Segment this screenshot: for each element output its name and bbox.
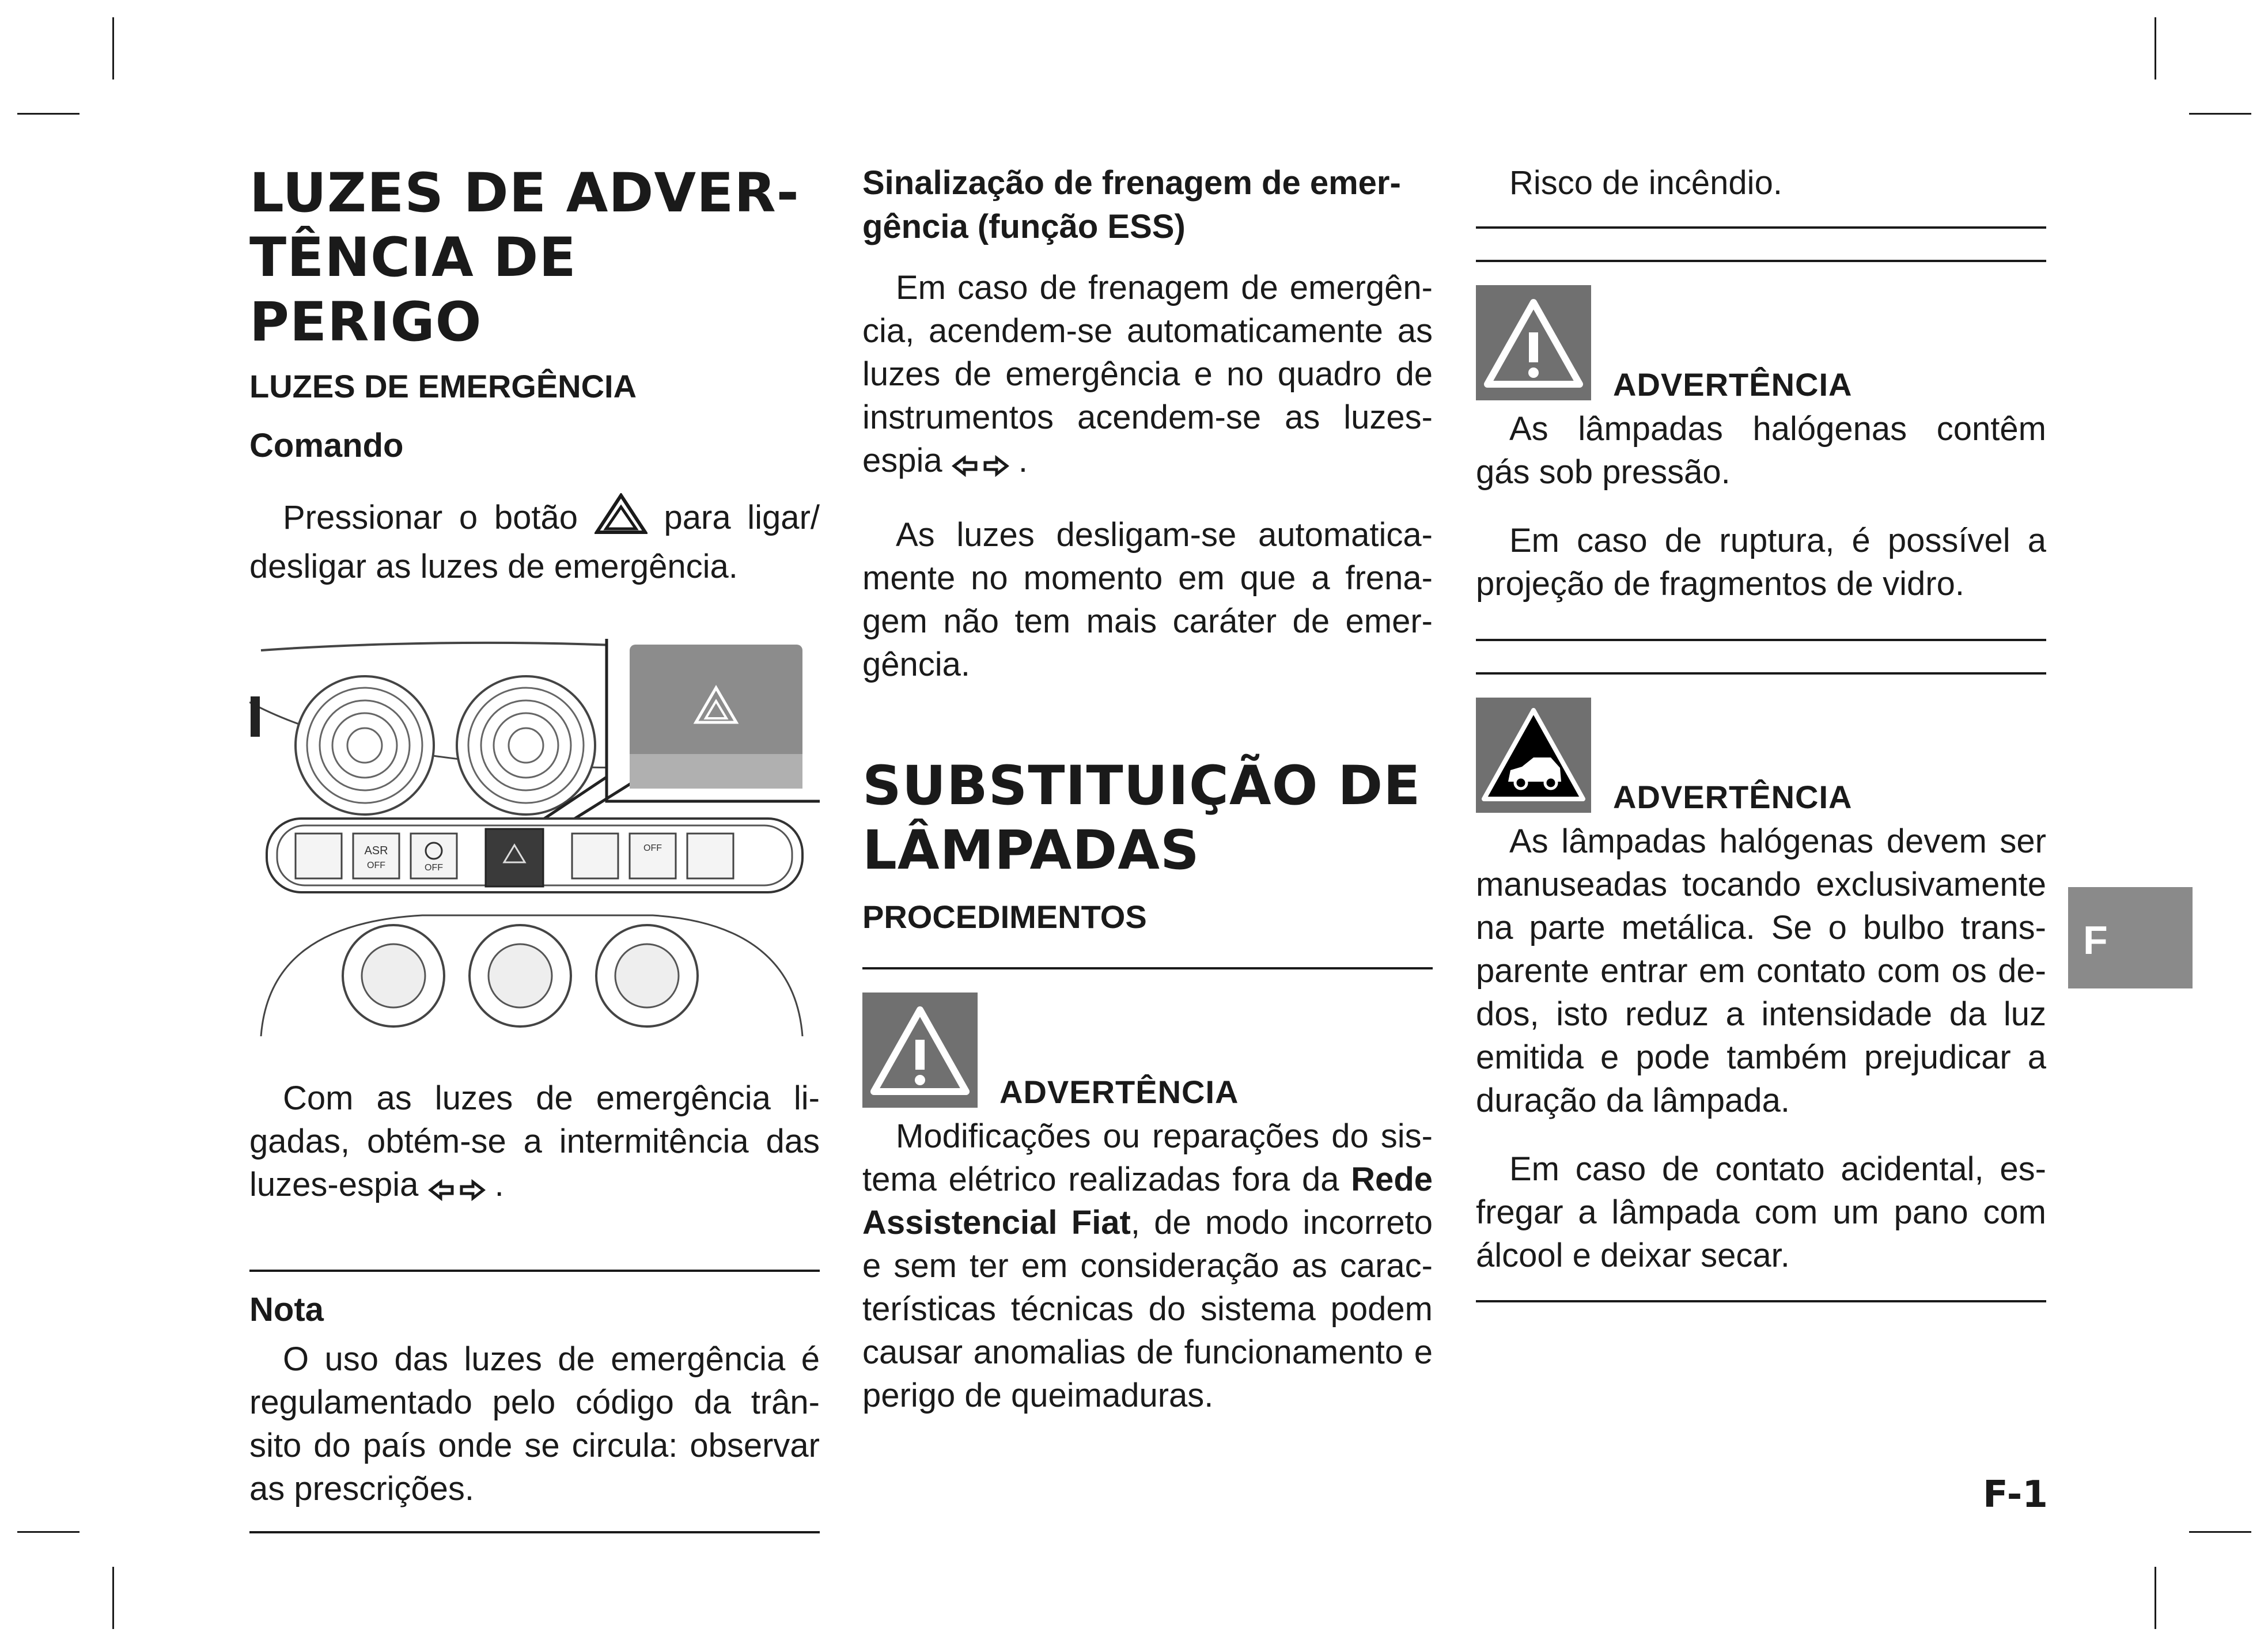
page-number: F-1 bbox=[1983, 1473, 2048, 1516]
divider bbox=[862, 967, 1433, 969]
crop-mark bbox=[2155, 1567, 2156, 1629]
blink-text: Com as luzes de emergência li-gadas, obtém-se a intermitência das luzes-espia bbox=[249, 1079, 820, 1203]
crop-mark bbox=[2189, 1531, 2251, 1533]
warning-text: Modificações ou reparações do sis-tema elétrico realizadas fora da bbox=[862, 1118, 1433, 1198]
warning-paragraph: Em caso de contato acidental, es-fregar a lâmpada com um pano com álcool e deixar secar. bbox=[1476, 1150, 2046, 1274]
warning-paragraph bbox=[862, 1115, 1433, 1417]
turn-signal-arrows-icon bbox=[428, 1169, 486, 1212]
title-line: LUZES DE ADVER- bbox=[249, 162, 800, 225]
ess-heading: Sinalização de frenagem de emer-gência (função ESS) bbox=[862, 164, 1401, 245]
note-heading: Nota bbox=[249, 1291, 324, 1328]
blink-end: . bbox=[494, 1166, 504, 1203]
air-vent-left bbox=[296, 676, 434, 815]
chapter-tab-letter: F bbox=[2083, 918, 2108, 963]
crop-mark bbox=[17, 113, 79, 115]
climate-knob-right bbox=[596, 925, 698, 1026]
title-line: SUBSTITUIÇÃO DE bbox=[862, 755, 1421, 817]
crop-mark bbox=[17, 1531, 79, 1533]
divider bbox=[1476, 226, 2046, 229]
command-heading: Comando bbox=[249, 427, 404, 464]
ess-paragraph-1 bbox=[862, 266, 1433, 488]
warning-paragraph: As lâmpadas halógenas devem ser manuseadas tocando exclusivamente na parte metálica. Se o bulbo trans-parente entrar em contato com os de-dos, isto reduz a intensidade da luz emitida e pode também prejudicar a duração da lâmpada. bbox=[1476, 823, 2046, 1119]
divider bbox=[1476, 672, 2046, 675]
crop-mark bbox=[112, 17, 114, 79]
section-title bbox=[862, 754, 1433, 883]
car-warning-icon bbox=[1476, 698, 1591, 813]
warning-label: ADVERTÊNCIA bbox=[1613, 779, 1853, 815]
blink-paragraph bbox=[249, 1077, 820, 1212]
climate-knob-center bbox=[469, 925, 571, 1026]
asr-off-label: OFF bbox=[367, 861, 385, 870]
column-right bbox=[1476, 161, 2046, 1302]
warning-triangle-icon bbox=[1476, 285, 1591, 400]
title-line: TÊNCIA DE PERIGO bbox=[249, 226, 577, 354]
divider bbox=[249, 1531, 820, 1533]
column-left bbox=[249, 161, 820, 1533]
hazard-button-zoom bbox=[630, 645, 802, 789]
section-title bbox=[249, 161, 820, 355]
warning-text: , de modo incorreto e sem ter em consideração as carac-terísticas técnicas do sistema podem causar anomalias de funcionamento e perigo de queimaduras. bbox=[862, 1204, 1433, 1414]
note-paragraph: O uso das luzes de emergência é regulamentado pelo código da trân-sito do país onde se circula: observar as prescrições. bbox=[249, 1340, 820, 1507]
warning-label: ADVERTÊNCIA bbox=[999, 1074, 1239, 1110]
air-vent-right bbox=[457, 676, 595, 815]
climate-knob-left bbox=[343, 925, 444, 1026]
turn-signal-arrows-icon bbox=[952, 445, 1009, 488]
ess-paragraph-2: As luzes desligam-se automatica-mente no momento em que a frena-gem não tem mais caráter de emer-gência. bbox=[862, 516, 1433, 683]
warning-block bbox=[1476, 698, 2046, 813]
warning-paragraph: Em caso de ruptura, é possível a projeção de fragmentos de vidro. bbox=[1476, 522, 2046, 603]
warning-block bbox=[1476, 285, 2046, 403]
asr-label: ASR bbox=[364, 844, 388, 857]
subtitle: LUZES DE EMERGÊNCIA bbox=[249, 368, 637, 404]
button-panel bbox=[267, 819, 802, 892]
crop-mark bbox=[2155, 17, 2156, 79]
hazard-button-illustration bbox=[249, 639, 820, 1036]
command-paragraph bbox=[249, 493, 820, 588]
hazard-triangle-icon bbox=[595, 493, 648, 545]
ess-end: . bbox=[1018, 442, 1028, 479]
ess-text: Em caso de frenagem de emergên-cia, acendem-se automaticamente as luzes de emergência e no quadro de instrumentos acendem-se as luzes-espia bbox=[862, 269, 1433, 479]
warning-block bbox=[862, 993, 1433, 1108]
button-off-label: OFF bbox=[643, 843, 662, 853]
warning-label: ADVERTÊNCIA bbox=[1613, 366, 1853, 403]
divider bbox=[1476, 639, 2046, 641]
column-center bbox=[862, 161, 1433, 1417]
crop-mark bbox=[2189, 113, 2251, 115]
divider bbox=[1476, 260, 2046, 262]
warning-triangle-icon bbox=[862, 993, 978, 1108]
crop-mark bbox=[112, 1567, 114, 1629]
button-off-label: OFF bbox=[425, 863, 443, 873]
warning-paragraph: As lâmpadas halógenas contêm gás sob pressão. bbox=[1476, 410, 2046, 491]
command-text: para ligar/ desligar as luzes de emergência. bbox=[249, 499, 820, 585]
subtitle: PROCEDIMENTOS bbox=[862, 899, 1147, 935]
warning-bold-text: Rede Assistencial Fiat bbox=[862, 1161, 1433, 1241]
fire-risk-text: Risco de incêndio. bbox=[1509, 164, 1782, 202]
command-text: Pressionar o botão bbox=[283, 499, 578, 536]
chapter-tab bbox=[2068, 887, 2193, 988]
divider bbox=[249, 1270, 820, 1272]
divider bbox=[1476, 1300, 2046, 1302]
title-line: LÂMPADAS bbox=[862, 819, 1200, 882]
